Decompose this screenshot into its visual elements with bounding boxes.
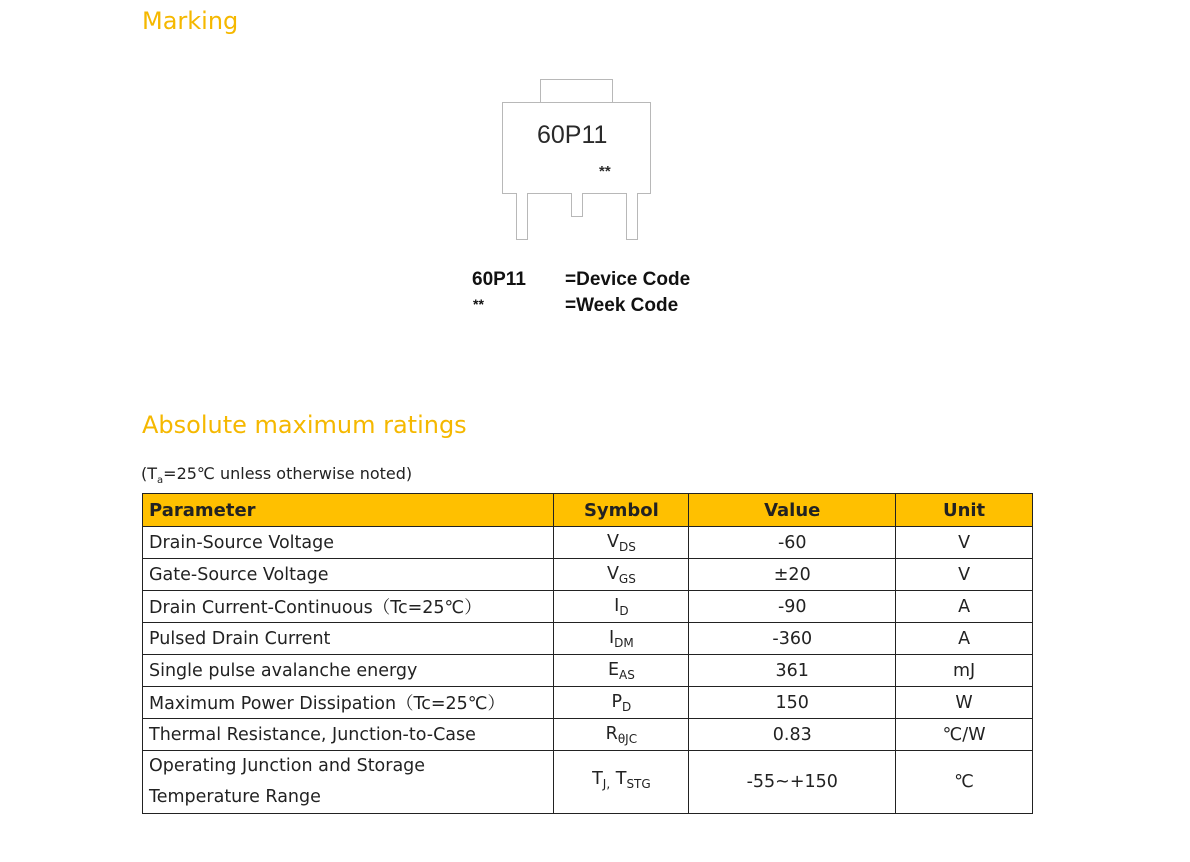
row-symbol: $V_{DS}$: [554, 527, 689, 559]
package-device-code: 60P11: [537, 121, 608, 149]
row-value: ±20: [689, 559, 896, 591]
row-unit: ℃: [896, 751, 1033, 814]
package-pin-right: [626, 193, 638, 240]
header-value: Value: [689, 494, 896, 527]
row-value: -55~+150: [689, 751, 896, 814]
table-row: [143, 527, 1033, 559]
row-parameter: Drain-Source Voltage: [143, 527, 554, 559]
row-symbol: $I_D$: [554, 591, 689, 623]
row-parameter: Thermal Resistance, Junction-to-Case: [143, 719, 554, 751]
row-parameter: Operating Junction and Storage Temperature Range: [143, 751, 554, 814]
header-parameter: Parameter: [143, 494, 554, 527]
legend-device-desc: =Device Code: [565, 269, 691, 290]
table-row: [143, 591, 1033, 623]
table-header-row: [143, 494, 1033, 527]
row-unit: mJ: [896, 655, 1033, 687]
table-row: [143, 719, 1033, 751]
row-parameter: Single pulse avalanche energy: [143, 655, 554, 687]
row-parameter: Pulsed Drain Current: [143, 623, 554, 655]
row-unit: A: [896, 591, 1033, 623]
package-body: [502, 102, 651, 194]
row-symbol: $E_{AS}$: [554, 655, 689, 687]
row-symbol: $T_{J,}$ $T_{STG}$: [554, 751, 689, 814]
row-symbol: $V_{GS}$: [554, 559, 689, 591]
row-unit: ℃/W: [896, 719, 1033, 751]
row-value: 0.83: [689, 719, 896, 751]
legend-device-key: 60P11: [472, 269, 526, 290]
row-unit: V: [896, 559, 1033, 591]
row-value: -90: [689, 591, 896, 623]
row-symbol: $R_{\theta JC}$: [554, 719, 689, 751]
table-row: [143, 751, 1033, 814]
table-row: [143, 623, 1033, 655]
row-value: 361: [689, 655, 896, 687]
row-value: -60: [689, 527, 896, 559]
row-unit: A: [896, 623, 1033, 655]
package-week-code: **: [599, 163, 611, 180]
row-unit: V: [896, 527, 1033, 559]
table-row: [143, 655, 1033, 687]
ratings-table: [142, 493, 1033, 814]
table-row: [143, 559, 1033, 591]
legend-week-desc: =Week Code: [565, 295, 679, 316]
header-unit: Unit: [896, 494, 1033, 527]
row-symbol: $P_D$: [554, 687, 689, 719]
row-unit: W: [896, 687, 1033, 719]
marking-heading: Marking: [142, 7, 239, 35]
row-parameter: Maximum Power Dissipation（Tc=25℃）: [143, 687, 554, 719]
legend-week-key: **: [473, 296, 484, 312]
table-row: [143, 687, 1033, 719]
row-parameter: Drain Current-Continuous（Tc=25℃）: [143, 591, 554, 623]
package-tab: [540, 79, 613, 103]
header-symbol: Symbol: [554, 494, 689, 527]
row-value: -360: [689, 623, 896, 655]
row-parameter: Gate-Source Voltage: [143, 559, 554, 591]
ratings-condition-note: ($T_a=25℃$ unless otherwise noted): [141, 464, 413, 487]
row-value: 150: [689, 687, 896, 719]
row-symbol: $I_{DM}$: [554, 623, 689, 655]
ratings-heading: Absolute maximum ratings: [142, 411, 467, 439]
package-pin-left: [516, 193, 528, 240]
package-pin-middle: [571, 193, 583, 217]
